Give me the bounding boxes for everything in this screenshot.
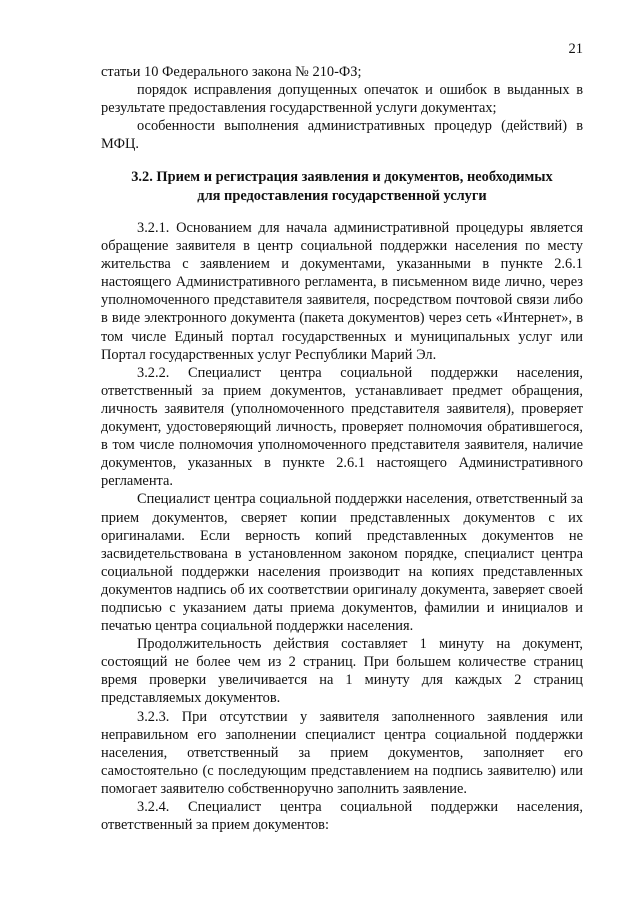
intro-paragraph-1: статьи 10 Федерального закона № 210-ФЗ; [101, 64, 362, 80]
section-heading [101, 168, 583, 205]
paragraph-3-2-3: 3.2.3. При отсутствии у заявителя заполненного заявления или неправильном его заполнении специалист центра социальной поддержки населения, ответственный за прием документов, заполняет его самостоятельно (с последующим представлением на подпись заявителю) или помогает заявителю собственноручно заполнить заявление. [101, 708, 583, 797]
paragraph-3-2-4: 3.2.4. Специалист центра социальной поддержки населения, ответственный за прием документов: [101, 799, 583, 834]
paragraph-3-2-1: 3.2.1. Основанием для начала административной процедуры является обращение заявителя в центр социальной поддержки населения по месту жительства с заявлением и документами, указанными в пункте 2.6.1 настоящего Административного регламента, в письменном виде лично, через уполномоченного представителя заявителя, посредством почтовой связи либо в виде электронного документа (пакета документов) через сеть «Интернет», в том числе Единый портал государственных и муниципальных услуг или Портал государственных услуг Республики Марий Эл. [101, 220, 583, 363]
intro-paragraph-2: порядок исправления допущенных опечаток и ошибок в выданных в результате предоставления государственной услуги документах; [101, 82, 583, 117]
intro-paragraph-3: особенности выполнения административных процедур (действий) в МФЦ. [101, 118, 583, 153]
paragraph-specialist: Специалист центра социальной поддержки населения, ответственный за прием документов, сверяет копии представленных документов с их оригиналами. Если верность копий представленных документов не засвидетельствована в установленном законом порядке, специалист центра социальной поддержки населения производит на копиях представленных документов надпись об их соответствии оригиналу документа, заверяет своей подписью с указанием даты приема документов, фамилии и инициалов и печатью центра социальной поддержки населения. [101, 491, 583, 635]
body-block [101, 219, 583, 834]
paragraph-duration: Продолжительность действия составляет 1 минуту на документ, состоящий не более чем из 2 страниц. При большем количестве страниц время проверки увеличивается на 1 минуту для каждых 2 страниц представляемых документов. [101, 636, 583, 707]
page-number: 21 [568, 41, 583, 57]
intro-block [101, 63, 583, 153]
section-heading-line-1: 3.2. Прием и регистрация заявления и документов, необходимых [131, 169, 553, 185]
paragraph-3-2-2: 3.2.2. Специалист центра социальной поддержки населения, ответственный за прием документов, устанавливает предмет обращения, личность заявителя (уполномоченного представителя заявителя), проверяет документ, удостоверяющий личность, проверяет полномочия обратившегося, в том числе полномочия уполномоченного представителя заявителя, наличие документов, указанных в пункте 2.6.1 настоящего Административного регламента. [101, 364, 583, 490]
section-heading-line-2: для предоставления государственной услуги [197, 187, 487, 204]
